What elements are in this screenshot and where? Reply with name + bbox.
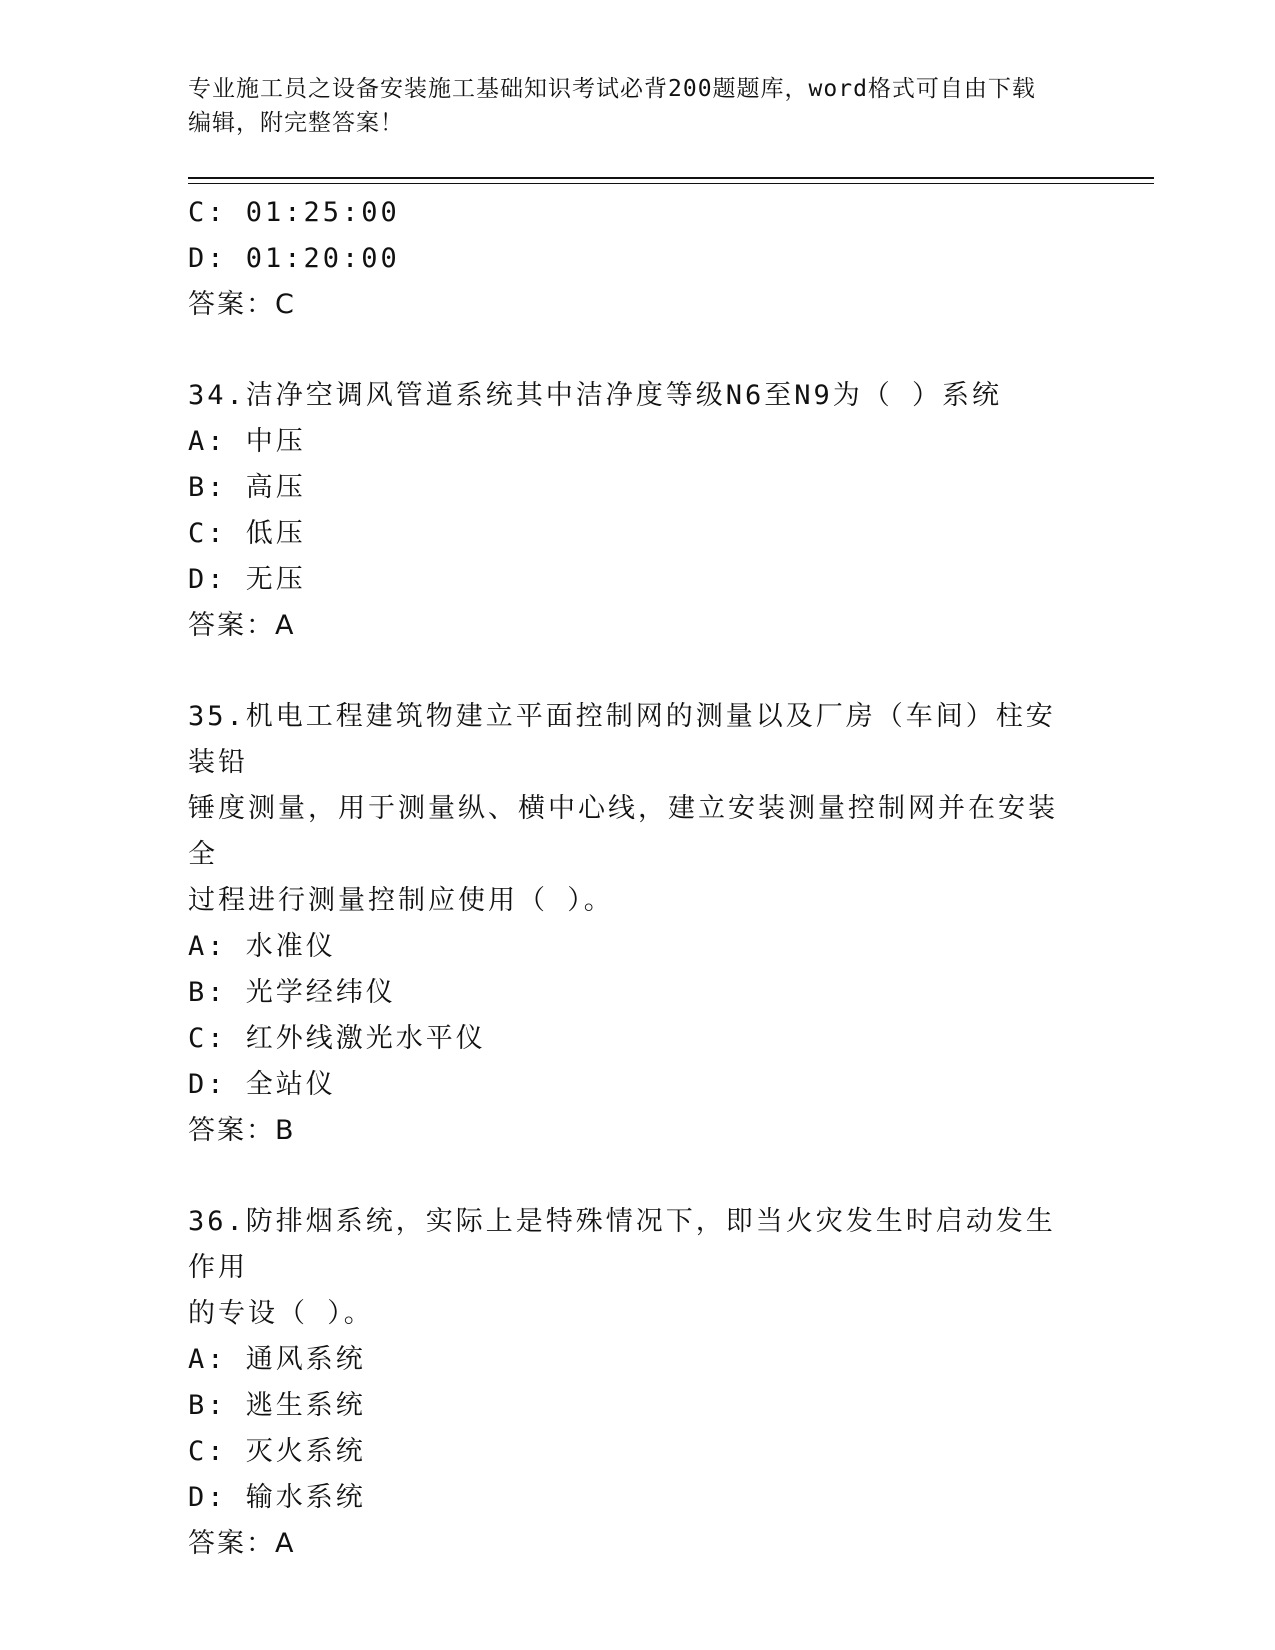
document-header — [188, 72, 1088, 140]
option-d: D: 全站仪 — [188, 1069, 336, 1100]
question-stem-line-1: 36.防排烟系统，实际上是特殊情况下，即当火灾发生时启动发生作用 — [188, 1206, 1056, 1283]
option-c: C: 红外线激光水平仪 — [188, 1023, 486, 1054]
option-a: A: 水准仪 — [188, 931, 336, 962]
answer-line: 答案：A — [188, 1528, 296, 1559]
question-stem-line-2: 的专设（ ）。 — [188, 1298, 374, 1329]
question-stem: 34.洁净空调风管道系统其中洁净度等级N6至N9为（ ）系统 — [188, 380, 1003, 411]
option-a: A: 中压 — [188, 426, 306, 457]
question-35 — [188, 694, 1088, 1154]
option-a: A: 通风系统 — [188, 1344, 366, 1375]
question-36 — [188, 1199, 1088, 1567]
option-d: D: 无压 — [188, 564, 306, 595]
question-stem-line-1: 35.机电工程建筑物建立平面控制网的测量以及厂房（车间）柱安装铅 — [188, 701, 1056, 778]
option-b: B: 高压 — [188, 472, 306, 503]
header-divider-thick — [188, 177, 1154, 179]
question-stem-line-3: 过程进行测量控制应使用（ ）。 — [188, 885, 614, 916]
answer-line: 答案：A — [188, 610, 296, 641]
option-c: C: 低压 — [188, 518, 306, 549]
document-body — [188, 190, 1088, 1567]
answer-line: 答案：B — [188, 1115, 296, 1146]
option-c: C: 01:25:00 — [188, 197, 400, 228]
header-divider-thin — [188, 183, 1154, 184]
header-title-line-1: 专业施工员之设备安装施工基础知识考试必背200题题库，word格式可自由下载 — [188, 76, 1036, 102]
option-c: C: 灭火系统 — [188, 1436, 366, 1467]
header-title-line-2: 编辑，附完整答案！ — [188, 110, 404, 136]
option-d: D: 输水系统 — [188, 1482, 366, 1513]
option-d: D: 01:20:00 — [188, 243, 400, 274]
question-34 — [188, 373, 1088, 649]
option-b: B: 光学经纬仪 — [188, 977, 396, 1008]
question-stem-line-2: 锤度测量，用于测量纵、横中心线，建立安装测量控制网并在安装全 — [188, 793, 1058, 870]
option-b: B: 逃生系统 — [188, 1390, 366, 1421]
previous-question-tail — [188, 190, 1088, 328]
answer-line: 答案：C — [188, 289, 296, 320]
